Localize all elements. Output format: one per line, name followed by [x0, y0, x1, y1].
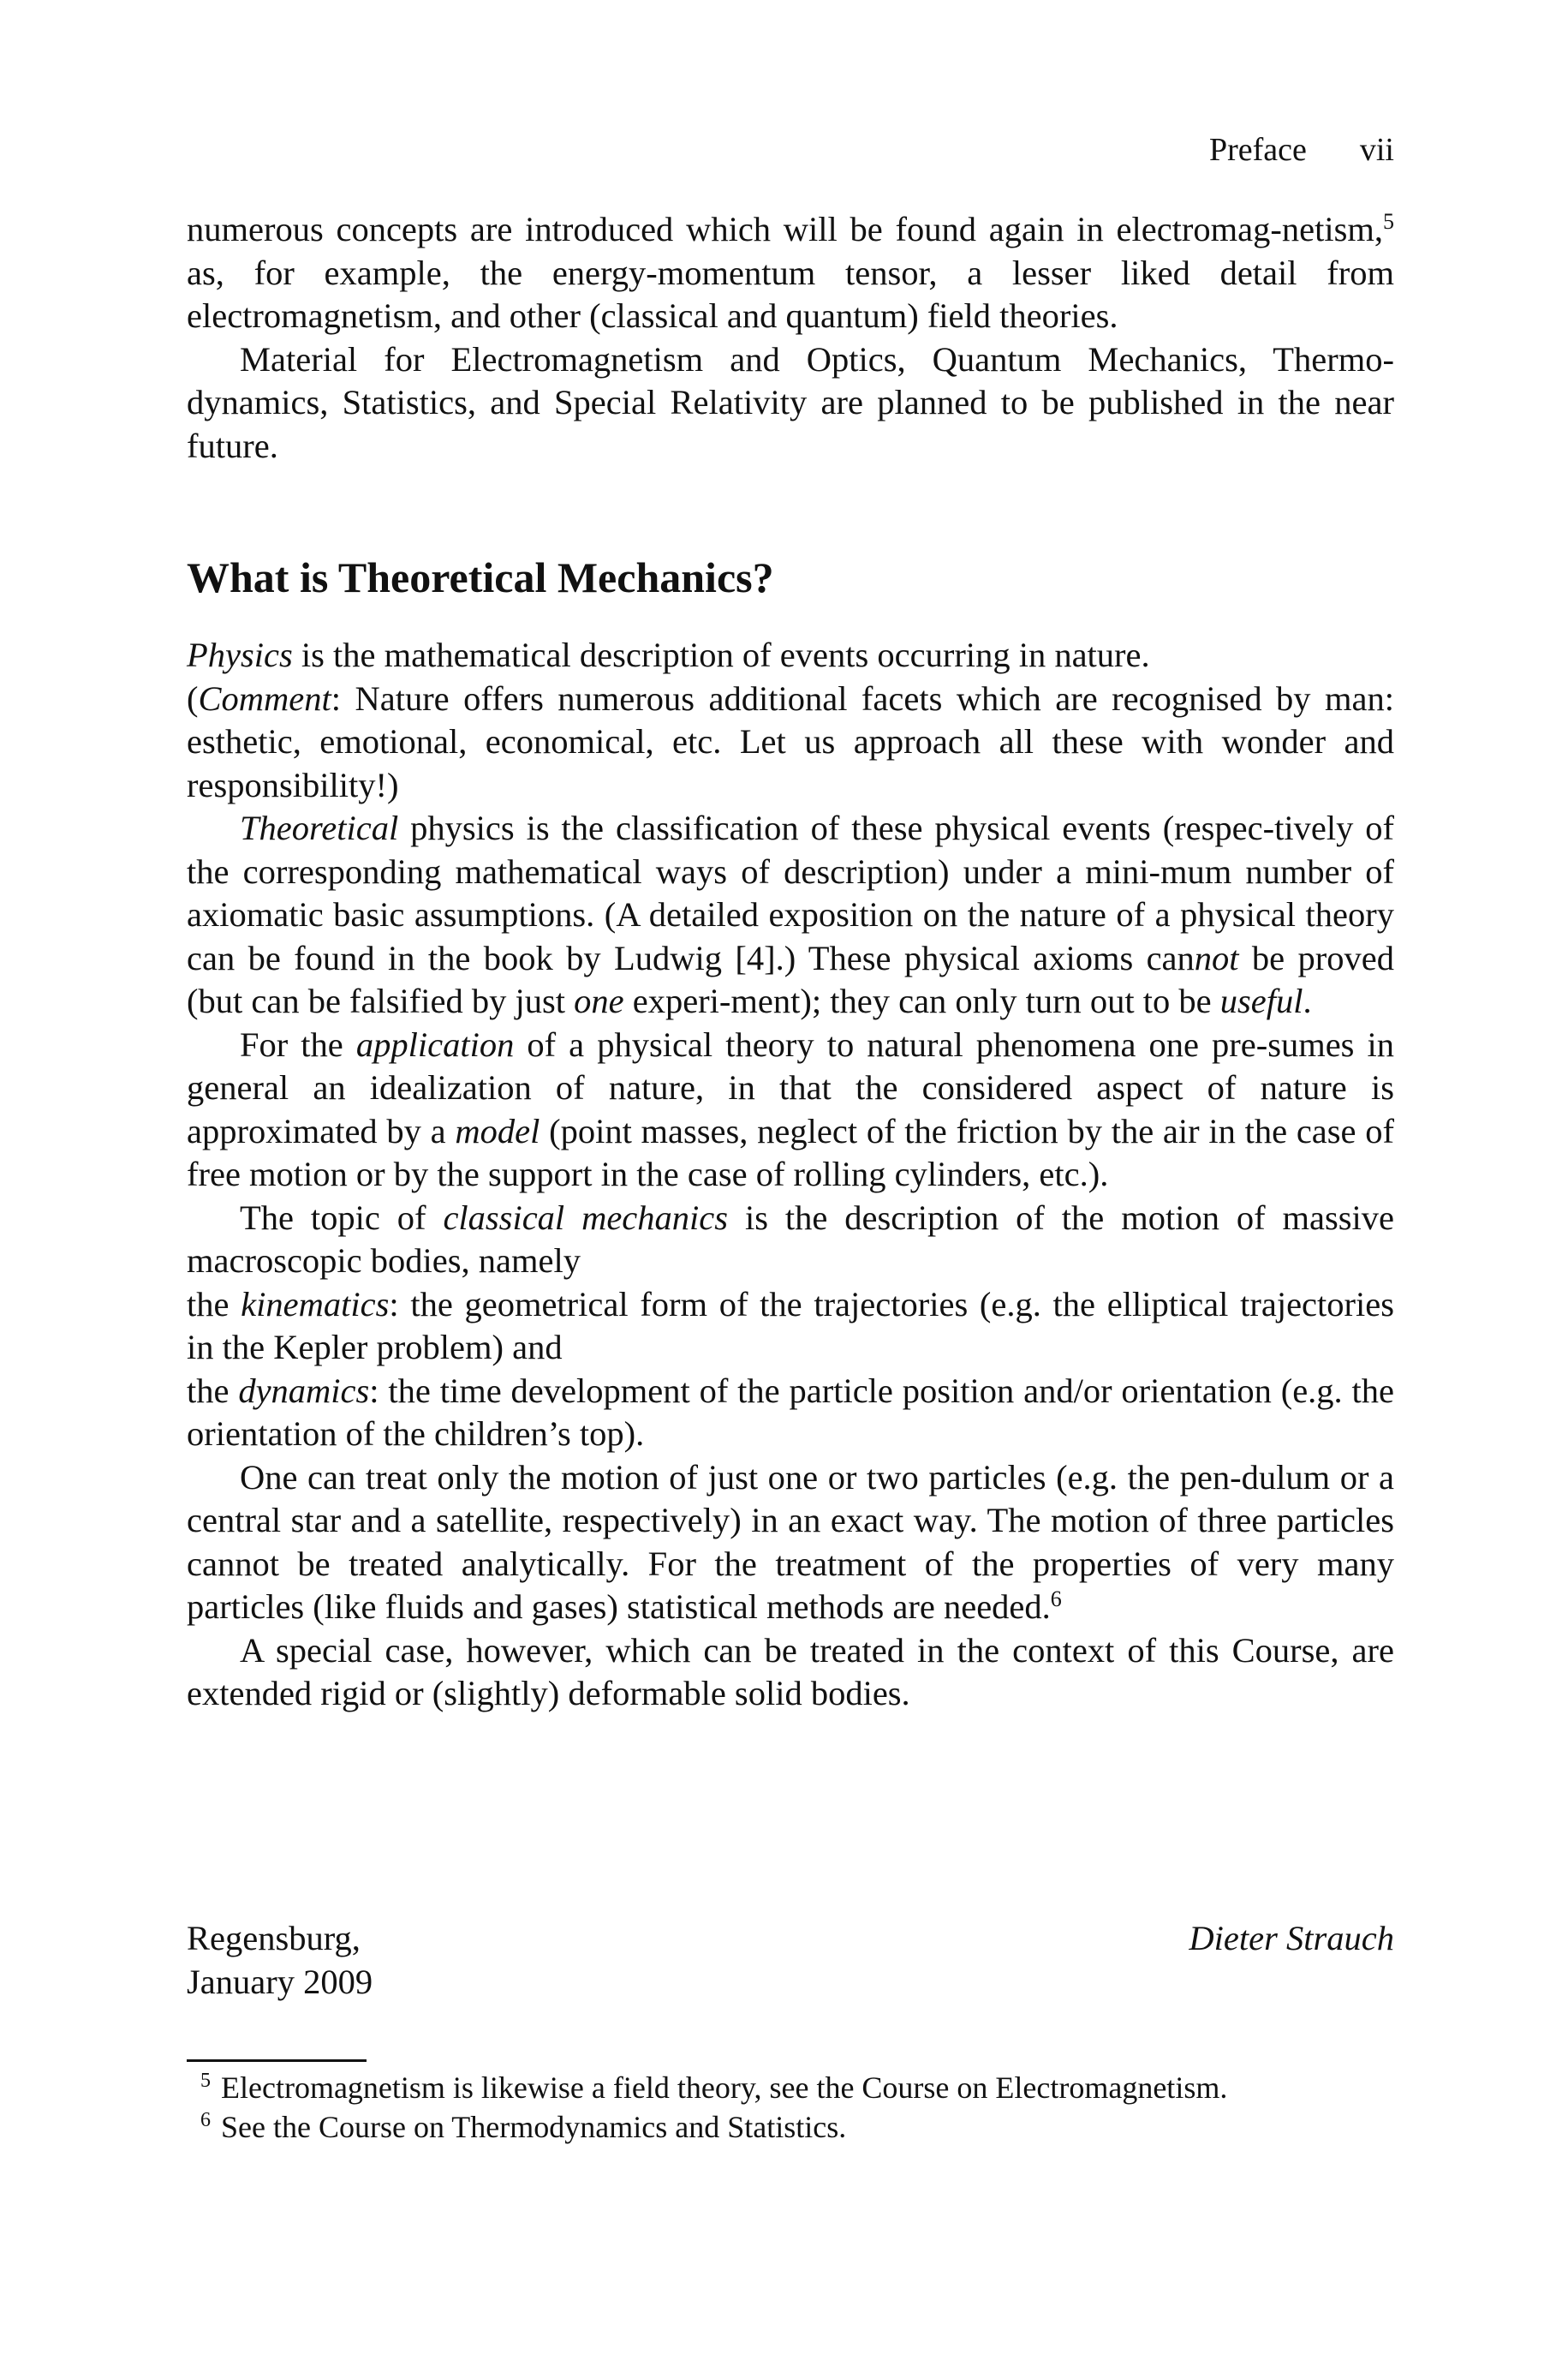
paragraph-special-case: A special case, however, which can be treated in the context of this Course, are extended rigid or (slightly) deformable solid bodies. — [187, 1630, 1394, 1712]
paragraph-comment: (Comment: Nature offers numerous additional facets which are recognised by man: esthetic, emotional, economical, etc. Let us approach all these with wonder and responsibility!) — [187, 678, 1394, 804]
footnote-ref-5[interactable]: 5 — [1383, 209, 1394, 234]
signoff-date: January 2009 — [187, 1962, 373, 2001]
footnote-6 — [187, 2107, 1394, 2147]
footnote-ref-6[interactable]: 6 — [1050, 1586, 1062, 1611]
intro-text — [187, 208, 1394, 468]
section-title: What is Theoretical Mechanics? — [187, 553, 774, 601]
intro-paragraph-1: numerous concepts are introduced which will be found again in electromag-netism,$^5$ as, for example, the energy-momentum tensor, a lesser liked detail from electromagnetism, and other (classical and quantum) field theories. — [187, 209, 1394, 335]
intro-paragraph-2: Material for Electromagnetism and Optics, Quantum Mechanics, Thermo-dynamics, Statistics, and Special Relativity are planned to be published in the near future. — [187, 339, 1394, 465]
signoff — [187, 1917, 1394, 2004]
footnote-text: Electromagnetism is likewise a field theory, see the Course on Electromagnetism. — [221, 2070, 1228, 2105]
paragraph-kinematics: the kinematics: the geometrical form of the trajectories (e.g. the elliptical trajectories in the Kepler problem) and — [187, 1284, 1394, 1366]
footnote-mark: 6 — [200, 2109, 211, 2131]
paragraph-application: For the application of a physical theory to natural phenomena one pre-sumes in general an idealization of nature, in that the considered aspect of nature is approximated by a model (point masses, neglect of the friction by the air in the case of free motion or by the support in the case of rolling cylinders, etc.). — [187, 1025, 1394, 1193]
page-number: vii — [1359, 132, 1394, 168]
paragraph-theoretical: Theoretical physics is the classification of these physical events (respec-tively of the corresponding mathematical ways of description) under a mini-mum number of axiomatic basic assumptions. (A detailed exposition on the nature of a physical theory can be found in the book by Ludwig [4].) These physical axioms cannot be proved (but can be falsified by just one experi-ment); they can only turn out to be useful. — [187, 809, 1394, 1020]
running-head-section: Preface — [1208, 132, 1307, 168]
signoff-place: Regensburg, — [187, 1919, 361, 1957]
paragraph-dynamics: the dynamics: the time development of the particle position and/or orientation (e.g. the orientation of the children’s top). — [187, 1371, 1394, 1453]
paragraph-classical-mechanics: The topic of classical mechanics is the description of the motion of massive macroscopic bodies, namely — [187, 1198, 1394, 1280]
section-body — [187, 634, 1394, 1716]
footnote-divider — [187, 2059, 367, 2062]
footnote-text: See the Course on Thermodynamics and Statistics. — [221, 2110, 847, 2144]
footnote-5 — [187, 2068, 1394, 2107]
paragraph-particles: One can treat only the motion of just one or two particles (e.g. the pen-dulum or a central star and a satellite, respectively) in an exact way. The motion of three particles cannot be treated analytically. For the treatment of the properties of very many particles (like fluids and gases) statistical methods are needed.$^6$ — [187, 1457, 1394, 1626]
paragraph-physics: Physics is the mathematical description of events occurring in nature. — [187, 636, 1150, 674]
footnotes — [187, 2068, 1394, 2147]
running-head — [1209, 128, 1394, 171]
signoff-author: Dieter Strauch — [1189, 1919, 1394, 1957]
footnote-mark: 5 — [200, 2070, 211, 2092]
